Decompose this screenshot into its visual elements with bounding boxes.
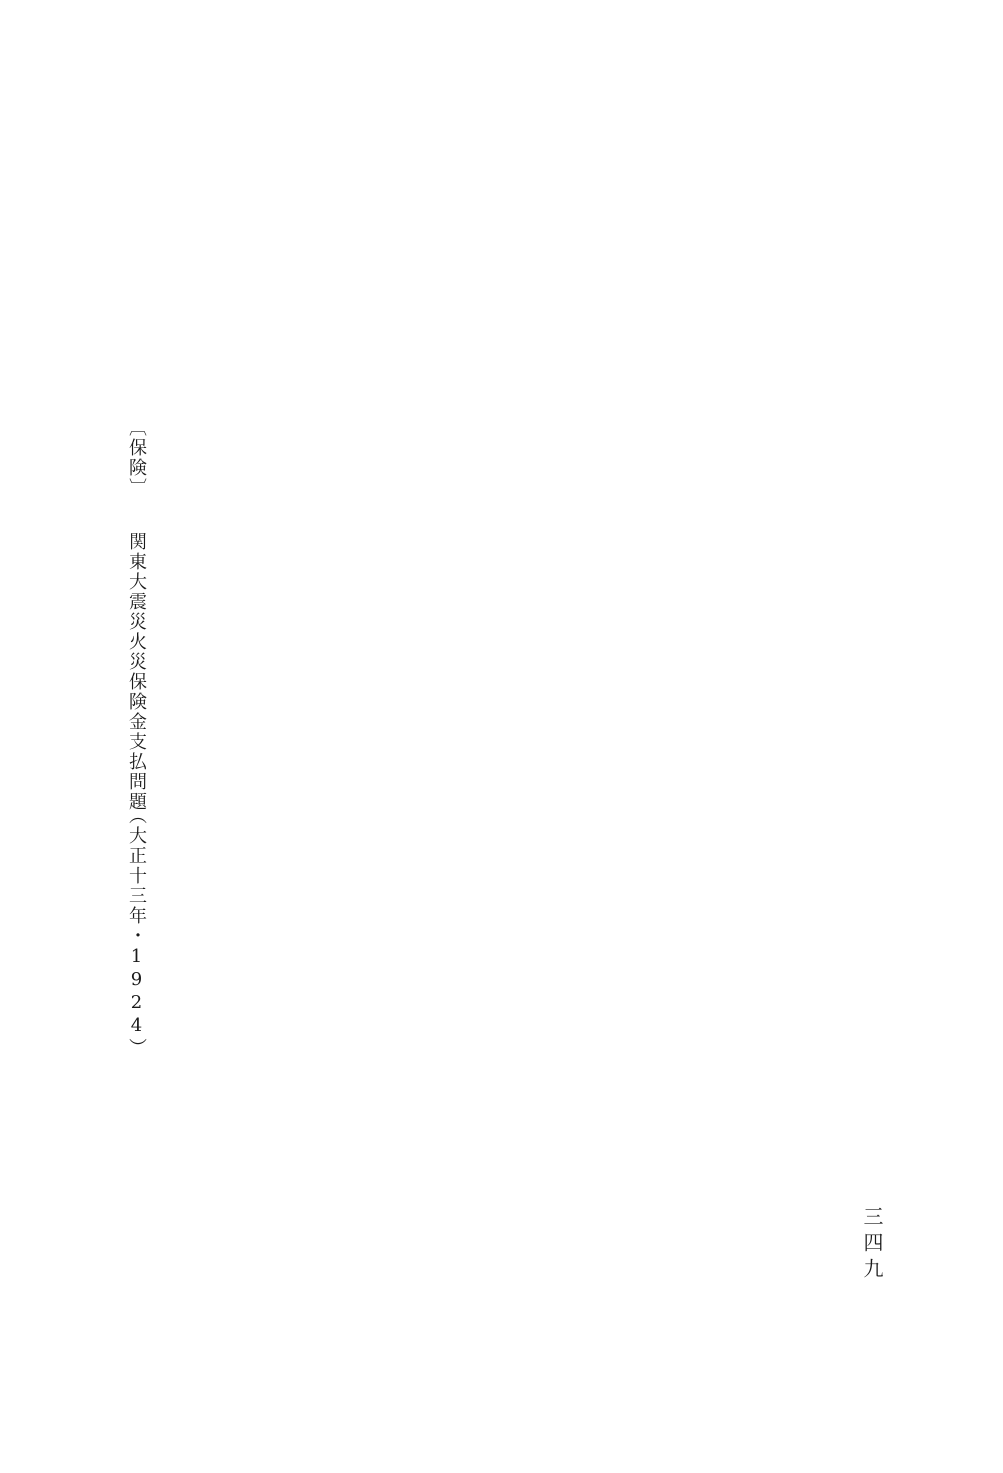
running-head-title: 関東大震災火災保険金支払問題 (126, 532, 147, 812)
running-head-era: （大正十三年・1924） (126, 806, 147, 1058)
page-number: 三四九 (860, 1206, 884, 1284)
running-head-section: 〔保険〕 (126, 418, 147, 498)
